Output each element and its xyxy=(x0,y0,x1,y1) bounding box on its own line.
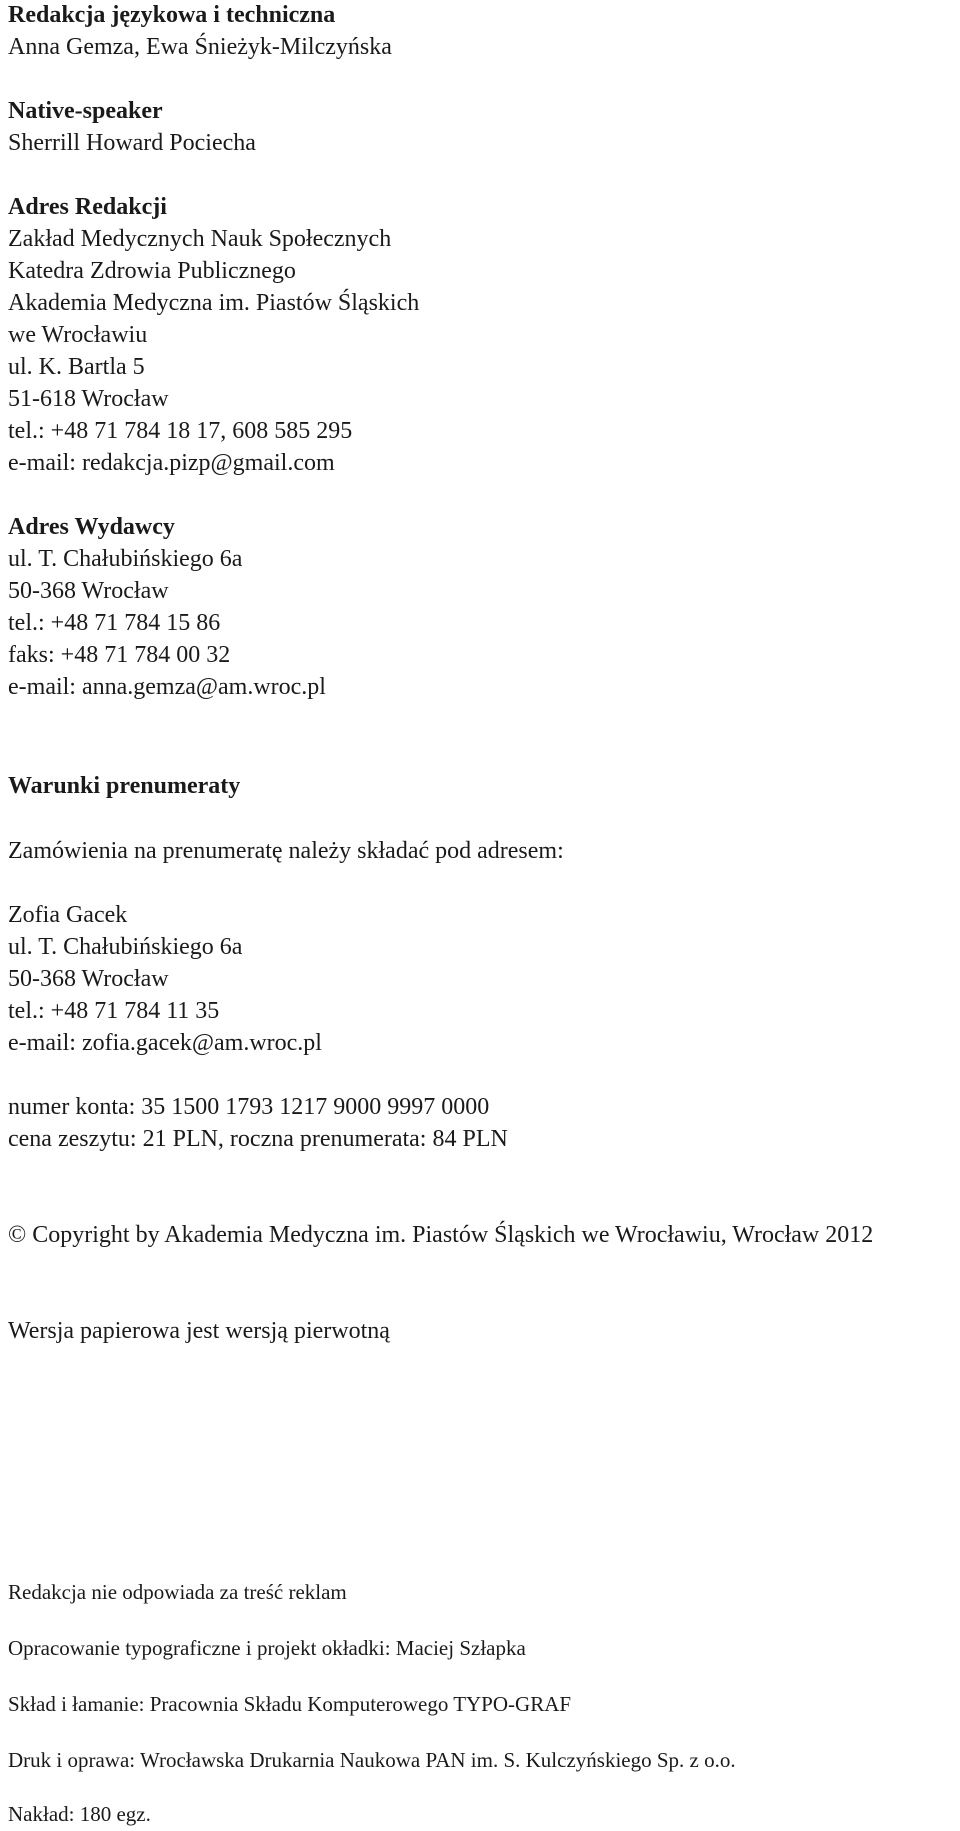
print-run: Nakład: 180 egz. xyxy=(8,1802,151,1826)
subscription-contact-email: e-mail: zofia.gacek@am.wroc.pl xyxy=(8,1030,322,1056)
subscription-price: cena zeszytu: 21 PLN, roczna prenumerata: 84 PLN xyxy=(8,1126,508,1152)
paper-version-note: Wersja papierowa jest wersją pierwotną xyxy=(8,1318,390,1344)
editorial-address-line: Akademia Medyczna im. Piastów Śląskich xyxy=(8,290,420,316)
publisher-address-fax: faks: +48 71 784 00 32 xyxy=(8,642,231,668)
editorial-address-line: we Wrocławiu xyxy=(8,322,148,348)
native-speaker-heading: Native-speaker xyxy=(8,98,163,124)
publisher-address-phone: tel.: +48 71 784 15 86 xyxy=(8,610,221,636)
subscription-contact-line: 50-368 Wrocław xyxy=(8,966,169,992)
subscription-contact-line: ul. T. Chałubińskiego 6a xyxy=(8,934,243,960)
editorial-address-line: 51-618 Wrocław xyxy=(8,386,169,412)
copyright-notice: © Copyright by Akademia Medyczna im. Piastów Śląskich we Wrocławiu, Wrocław 2012 xyxy=(8,1222,874,1248)
editorial-address-heading: Adres Redakcji xyxy=(8,194,167,220)
editorial-names: Anna Gemza, Ewa Śnieżyk-Milczyńska xyxy=(8,34,392,60)
editorial-heading: Redakcja językowa i techniczna xyxy=(8,2,336,28)
subscription-contact-name: Zofia Gacek xyxy=(8,902,128,928)
subscription-contact-phone: tel.: +48 71 784 11 35 xyxy=(8,998,220,1024)
native-speaker-name: Sherrill Howard Pociecha xyxy=(8,130,256,156)
footer-line: Druk i oprawa: Wrocławska Drukarnia Naukowa PAN im. S. Kulczyńskiego Sp. z o.o. xyxy=(8,1748,736,1772)
subscription-heading: Warunki prenumeraty xyxy=(8,773,241,799)
footer-line: Redakcja nie odpowiada za treść reklam xyxy=(8,1580,347,1604)
footer-line: Opracowanie typograficzne i projekt okładki: Maciej Szłapka xyxy=(8,1636,526,1660)
bank-account: numer konta: 35 1500 1793 1217 9000 9997 0000 xyxy=(8,1094,490,1120)
publisher-address-line: 50-368 Wrocław xyxy=(8,578,169,604)
editorial-address-line: Katedra Zdrowia Publicznego xyxy=(8,258,296,284)
publisher-address-heading: Adres Wydawcy xyxy=(8,514,175,540)
editorial-address-phone: tel.: +48 71 784 18 17, 608 585 295 xyxy=(8,418,353,444)
editorial-address-email: e-mail: redakcja.pizp@gmail.com xyxy=(8,450,335,476)
editorial-address-line: Zakład Medycznych Nauk Społecznych xyxy=(8,226,392,252)
footer-line: Skład i łamanie: Pracownia Składu Komputerowego TYPO-GRAF xyxy=(8,1692,572,1716)
subscription-intro: Zamówienia na prenumeratę należy składać pod adresem: xyxy=(8,838,564,864)
editorial-address-line: ul. K. Bartla 5 xyxy=(8,354,145,380)
publisher-address-line: ul. T. Chałubińskiego 6a xyxy=(8,546,243,572)
publisher-address-email: e-mail: anna.gemza@am.wroc.pl xyxy=(8,674,326,700)
